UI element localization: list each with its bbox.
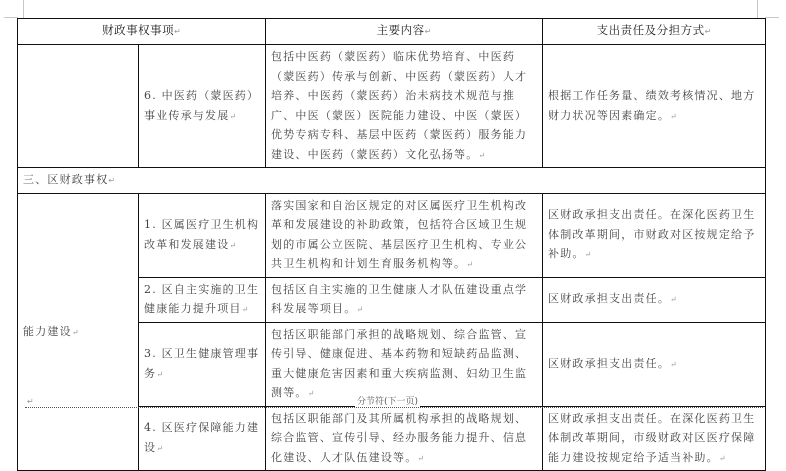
paragraph-mark-icon: ↵ [27, 397, 34, 406]
header-fiscal-item: 财政事权事项↵ [18, 19, 266, 45]
table-row [18, 193, 766, 277]
header-main-content: 主要内容↵ [266, 19, 543, 45]
table-row [18, 45, 766, 168]
responsibility-cell: 根据工作任务量、绩效考核情况、地方财力状况等因素确定。↵ [543, 45, 766, 168]
responsibility-cell: 区财政承担支出责任。↵ [543, 277, 766, 322]
responsibility-cell: 区财政承担支出责任。在深化医药卫生体制改革期间，市级财政对区医疗保障能力建设按规定给予适当补助。↵ [543, 406, 766, 471]
content-cell: 包括区职能部门承担的战略规划、综合监管、宣传引导、健康促进、基本药物和短缺药品监测、重大健康危害因素和重大疾病监测、妇幼卫生监测等。↵ [266, 322, 543, 406]
margin-corner-mark [4, 17, 18, 18]
item-cell: 1. 区属医疗卫生机构改革和发展建设↵ [139, 193, 266, 277]
content-cell: 包括区职能部门及其所属机构承担的战略规划、综合监管、宣传引导、经办服务能力提升、信息化建设、人才队伍建设等。↵ [266, 406, 543, 471]
section-break-label: 分节符(下一页) [357, 397, 419, 407]
content-cell: 包括中医药（蒙医药）临床优势培育、中医药（蒙医药）传承与创新、中医药（蒙医药）人才培养、中医药（蒙医药）治未病技术规范与推广、中医（蒙医）医院能力建设、中医（蒙医）优势专病专科、基层中医药（蒙医药）服务能力建设、中医药（蒙医药）文化弘扬等。↵ [266, 45, 543, 168]
responsibility-cell: 区财政承担支出责任。在深化医药卫生体制改革期间，市财政对区按规定给予补助。↵ [543, 193, 766, 277]
item-cell: 4. 区医疗保障能力建设↵ [139, 406, 266, 471]
item-cell: 6. 中医药（蒙医药）事业传承与发展↵ [139, 45, 266, 168]
section-title: 三、区财政事权↵ [18, 168, 766, 194]
content-cell: 包括区自主实施的卫生健康人才队伍建设重点学科发展等项目。↵ [266, 277, 543, 322]
category-cell-empty [18, 45, 139, 168]
margin-corner-mark [23, 0, 24, 18]
margin-corner-mark [765, 17, 779, 18]
section-break-marker [25, 397, 763, 408]
item-cell: 3. 区卫生健康管理事务↵ [139, 322, 266, 406]
margin-corner-mark [757, 0, 758, 18]
header-row [18, 19, 766, 45]
item-cell: 2. 区自主实施的卫生健康能力提升项目↵ [139, 277, 266, 322]
category-cell: 能力建设↵ [18, 193, 139, 471]
responsibility-cell: 区财政承担支出责任。↵ [543, 322, 766, 406]
content-cell: 落实国家和自治区规定的对区属医疗卫生机构改革和发展建设的补助政策，包括符合区域卫生规划的市属公立医院、基层医疗卫生机构、专业公共卫生机构和计划生育服务机构等。↵ [266, 193, 543, 277]
header-responsibility: 支出责任及分担方式↵ [543, 19, 766, 45]
section-row [18, 168, 766, 194]
